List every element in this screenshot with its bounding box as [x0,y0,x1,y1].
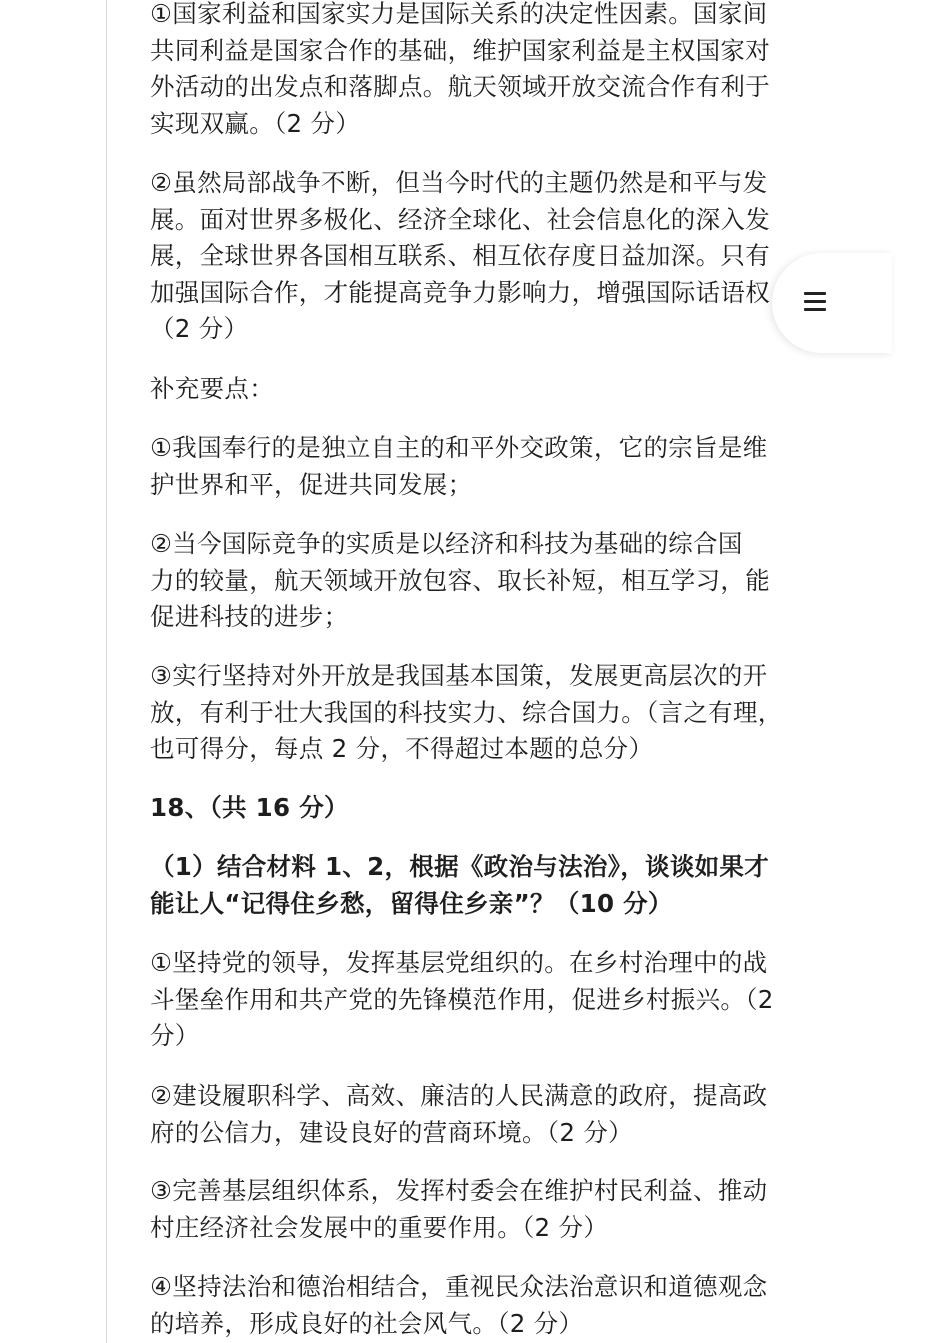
supplement-point-2: ②当今国际竞争的实质是以经济和科技为基础的综合国 力的较量，航天领域开放包容、取长补短，相互学习，能 促进科技的进步； [150,529,770,631]
page-left-border [106,0,107,1343]
answer-point-1: ①坚持党的领导，发挥基层党组织的。在乡村治理中的战 斗堡垒作用和共产党的先锋模范作用，促进乡村振兴。（2 分） [150,948,774,1050]
supplement-point-1: ①我国奉行的是独立自主的和平外交政策，它的宗旨是维 护世界和平，促进共同发展； [150,433,768,499]
paragraph-peace-development: ②虽然局部战争不断，但当今时代的主题仍然是和平与发 展。面对世界多极化、经济全球化、社会信息化的深入发 展，全球世界各国相互联系、相互依存度日益加深。只有 加强国际合作，才能提高竞争力影响力，增强国际话语权 （2 分） [150,168,770,343]
floating-menu-button[interactable] [772,253,892,353]
answer-point-4: ④坚持法治和德治相结合，重视民众法治意识和道德观念 的培养，形成良好的社会风气。（2 分） [150,1272,768,1338]
answer-point-2: ②建设履职科学、高效、廉洁的人民满意的政府，提高政 府的公信力，建设良好的营商环境。（2 分） [150,1081,768,1147]
question-18-part-1: （1）结合材料 1、2，根据《政治与法治》，谈谈如果才 能让人“记得住乡愁，留得住乡亲”？（10 分） [150,852,770,918]
menu-icon [804,291,826,313]
supplement-point-3: ③实行坚持对外开放是我国基本国策，发展更高层次的开 放，有利于壮大我国的科技实力、综合国力。（言之有理， 也可得分，每点 2 分，不得超过本题的总分） [150,661,783,763]
answer-point-3: ③完善基层组织体系，发挥村委会在维护村民利益、推动 村庄经济社会发展中的重要作用。（2 分） [150,1176,768,1242]
supplement-heading: 补充要点： [150,374,274,403]
question-18-heading: 18、（共 16 分） [150,793,349,822]
paragraph-national-interest: ①国家利益和国家实力是国际关系的决定性因素。国家间 共同利益是国家合作的基础，维护国家利益是主权国家对 外活动的出发点和落脚点。航天领域开放交流合作有利于 实现双赢。（2 分） [150,0,770,138]
